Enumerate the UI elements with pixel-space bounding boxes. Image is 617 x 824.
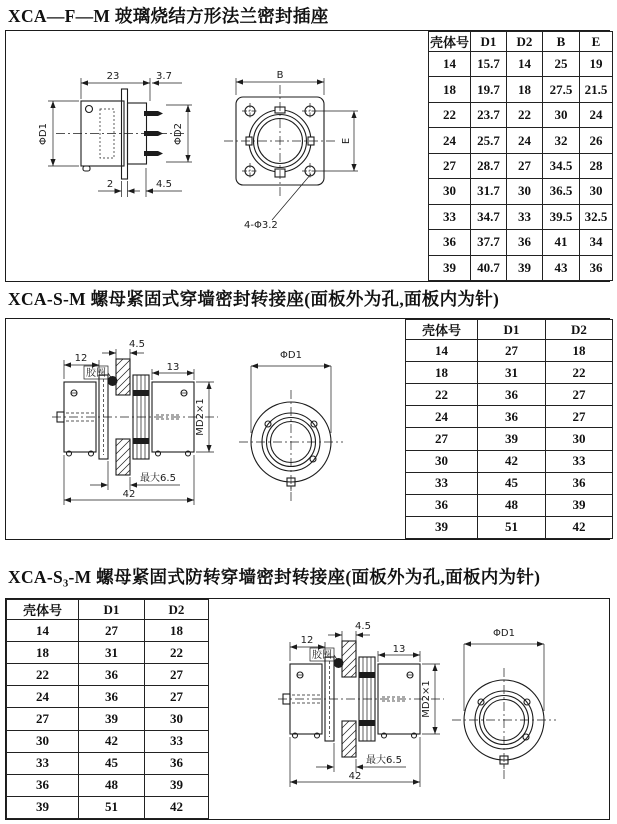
table-cell: 22 xyxy=(145,642,209,664)
table-cell: 18 xyxy=(507,77,543,102)
column-header: D1 xyxy=(471,32,507,52)
thread-dimension-label: MD2×1 xyxy=(421,680,432,718)
table-cell: 51 xyxy=(79,796,145,818)
table-cell: 28 xyxy=(580,153,613,178)
table-cell: 36 xyxy=(507,230,543,255)
dimension-label: ΦD2 xyxy=(173,123,184,145)
column-header: B xyxy=(543,32,580,52)
table-cell: 27 xyxy=(145,664,209,686)
dimension-label: ΦD1 xyxy=(493,628,515,639)
table-cell: 23.7 xyxy=(471,102,507,127)
table-cell: 39 xyxy=(429,255,471,281)
table-cell: 48 xyxy=(79,774,145,796)
front-view-drawing xyxy=(239,345,409,520)
table-row xyxy=(406,428,613,450)
table-row xyxy=(429,204,613,229)
table-cell: 28.7 xyxy=(471,153,507,178)
dimension-label: ΦD1 xyxy=(280,350,302,361)
table-cell: 31.7 xyxy=(471,179,507,204)
gasket-label: 胶圈 xyxy=(86,368,106,379)
column-header: 壳体号 xyxy=(406,320,478,340)
table-cell: 39 xyxy=(7,796,79,818)
table-row xyxy=(429,255,613,281)
table-cell: 30 xyxy=(7,730,79,752)
table-row xyxy=(406,384,613,406)
table-row xyxy=(7,752,209,774)
table-cell: 26 xyxy=(580,128,613,153)
table-cell: 22 xyxy=(546,362,613,384)
table-row xyxy=(7,620,209,642)
table-cell: 19 xyxy=(580,52,613,77)
table-cell: 30 xyxy=(507,179,543,204)
table-row xyxy=(406,516,613,538)
gasket-label: 胶圈 xyxy=(312,650,332,661)
column-header: D1 xyxy=(79,600,145,620)
dimension-label: 12 xyxy=(300,635,314,646)
section-panel-xca-s3-m xyxy=(5,598,610,820)
column-header: 壳体号 xyxy=(429,32,471,52)
column-header: D2 xyxy=(546,320,613,340)
table-cell: 39 xyxy=(546,494,613,516)
table-cell: 42 xyxy=(79,730,145,752)
table-cell: 27 xyxy=(406,428,478,450)
table-cell: 24 xyxy=(580,102,613,127)
dimension-label: 42 xyxy=(122,489,136,500)
section-title-xca-s-m: XCA-S-M 螺母紧固式穿墙密封转接座(面板外为孔,面板内为针) xyxy=(8,289,500,309)
table-cell: 25.7 xyxy=(471,128,507,153)
table-cell: 36 xyxy=(79,664,145,686)
dimension-label: 4.5 xyxy=(156,179,172,190)
table-row xyxy=(429,153,613,178)
table-cell: 27 xyxy=(7,708,79,730)
dimension-label: 23 xyxy=(106,71,120,82)
dimension-label: 13 xyxy=(392,644,406,655)
table-row xyxy=(7,708,209,730)
table-cell: 36 xyxy=(406,494,478,516)
table-cell: 14 xyxy=(429,52,471,77)
front-view-drawing xyxy=(452,623,617,798)
table-cell: 15.7 xyxy=(471,52,507,77)
column-header: D2 xyxy=(507,32,543,52)
table-cell: 27 xyxy=(478,340,546,362)
dimension-label: B xyxy=(276,70,284,81)
table-cell: 31 xyxy=(478,362,546,384)
table-cell: 39 xyxy=(145,774,209,796)
table-row xyxy=(406,340,613,362)
dimensions-table-wrap xyxy=(6,599,208,819)
table-cell: 30 xyxy=(543,102,580,127)
table-cell: 36 xyxy=(546,472,613,494)
table-cell: 34.7 xyxy=(471,204,507,229)
table-row xyxy=(406,362,613,384)
dimension-label: 2 xyxy=(106,179,114,190)
table-row xyxy=(429,179,613,204)
table-cell: 42 xyxy=(546,516,613,538)
table-cell: 36 xyxy=(429,230,471,255)
table-cell: 30 xyxy=(580,179,613,204)
dimensions-table-wrap xyxy=(428,31,612,281)
table-header-row xyxy=(7,600,209,620)
table-cell: 34 xyxy=(580,230,613,255)
table-cell: 48 xyxy=(478,494,546,516)
table-cell: 30 xyxy=(406,450,478,472)
thread-dimension-label: MD2×1 xyxy=(195,398,206,436)
table-cell: 27 xyxy=(507,153,543,178)
table-row xyxy=(7,664,209,686)
table-cell: 45 xyxy=(79,752,145,774)
table-row xyxy=(406,406,613,428)
table-cell: 45 xyxy=(478,472,546,494)
table-cell: 22 xyxy=(507,102,543,127)
table-header-row xyxy=(429,32,613,52)
table-cell: 33 xyxy=(145,730,209,752)
table-cell: 30 xyxy=(546,428,613,450)
column-header: D2 xyxy=(145,600,209,620)
table-cell: 33 xyxy=(406,472,478,494)
table-cell: 27 xyxy=(145,686,209,708)
table-row xyxy=(429,102,613,127)
table-cell: 36 xyxy=(145,752,209,774)
table-cell: 33 xyxy=(7,752,79,774)
dimensions-table xyxy=(428,31,613,281)
table-row xyxy=(429,128,613,153)
table-cell: 24 xyxy=(406,406,478,428)
table-row xyxy=(429,230,613,255)
table-row xyxy=(429,77,613,102)
table-cell: 42 xyxy=(145,796,209,818)
mounting-holes-note: 4-Φ3.2 xyxy=(244,220,278,231)
table-cell: 22 xyxy=(406,384,478,406)
table-cell: 18 xyxy=(7,642,79,664)
table-cell: 36 xyxy=(7,774,79,796)
max-thickness-label: 最大6.5 xyxy=(366,755,402,766)
table-cell: 39.5 xyxy=(543,204,580,229)
side-view-drawing xyxy=(6,31,206,211)
table-cell: 18 xyxy=(145,620,209,642)
dimension-label: 4.5 xyxy=(355,621,371,632)
dimension-label: 4.5 xyxy=(129,339,145,350)
table-cell: 40.7 xyxy=(471,255,507,281)
table-cell: 43 xyxy=(543,255,580,281)
section-title-xca-s3-m: XCA-S₃-M 螺母紧固式防转穿墙密封转接座(面板外为孔,面板内为针) xyxy=(8,567,541,587)
table-cell: 27.5 xyxy=(543,77,580,102)
table-cell: 39 xyxy=(406,516,478,538)
dimension-label: 13 xyxy=(166,362,180,373)
table-row xyxy=(7,642,209,664)
table-cell: 24 xyxy=(429,128,471,153)
table-cell: 42 xyxy=(478,450,546,472)
dimension-label: ΦD1 xyxy=(38,123,49,145)
max-thickness-label: 最大6.5 xyxy=(140,473,176,484)
table-header-row xyxy=(406,320,613,340)
table-cell: 33 xyxy=(507,204,543,229)
table-cell: 36.5 xyxy=(543,179,580,204)
table-cell: 51 xyxy=(478,516,546,538)
dimension-label: 12 xyxy=(74,353,88,364)
table-row xyxy=(7,730,209,752)
table-cell: 41 xyxy=(543,230,580,255)
table-cell: 32 xyxy=(543,128,580,153)
table-cell: 21.5 xyxy=(580,77,613,102)
table-cell: 30 xyxy=(145,708,209,730)
table-cell: 33 xyxy=(546,450,613,472)
column-header: D1 xyxy=(478,320,546,340)
table-cell: 39 xyxy=(79,708,145,730)
dimensions-table xyxy=(6,599,209,819)
table-cell: 18 xyxy=(546,340,613,362)
table-cell: 36 xyxy=(79,686,145,708)
table-row xyxy=(406,494,613,516)
dimension-label: E xyxy=(341,137,352,145)
table-cell: 18 xyxy=(406,362,478,384)
table-cell: 27 xyxy=(546,406,613,428)
table-cell: 14 xyxy=(7,620,79,642)
table-cell: 34.5 xyxy=(543,153,580,178)
section-title-xca-f-m: XCA—F—M 玻璃烧结方形法兰密封插座 xyxy=(8,6,329,26)
table-cell: 36 xyxy=(478,406,546,428)
table-cell: 14 xyxy=(406,340,478,362)
section-panel-xca-f-m xyxy=(5,30,610,282)
table-cell: 37.7 xyxy=(471,230,507,255)
table-cell: 39 xyxy=(507,255,543,281)
table-cell: 24 xyxy=(507,128,543,153)
section-panel-xca-s-m xyxy=(5,318,610,540)
dimensions-table xyxy=(405,319,613,539)
table-row xyxy=(7,686,209,708)
table-cell: 31 xyxy=(79,642,145,664)
table-cell: 22 xyxy=(429,102,471,127)
table-cell: 32.5 xyxy=(580,204,613,229)
column-header: 壳体号 xyxy=(7,600,79,620)
table-cell: 33 xyxy=(429,204,471,229)
table-cell: 36 xyxy=(580,255,613,281)
table-cell: 39 xyxy=(478,428,546,450)
table-cell: 27 xyxy=(546,384,613,406)
table-row xyxy=(406,450,613,472)
table-cell: 19.7 xyxy=(471,77,507,102)
table-cell: 24 xyxy=(7,686,79,708)
table-cell: 14 xyxy=(507,52,543,77)
table-cell: 36 xyxy=(478,384,546,406)
dimension-label: 3.7 xyxy=(156,71,172,82)
dimensions-table-wrap xyxy=(405,319,612,539)
table-cell: 25 xyxy=(543,52,580,77)
table-row xyxy=(429,52,613,77)
side-view-drawing xyxy=(46,333,261,511)
table-cell: 27 xyxy=(79,620,145,642)
table-cell: 18 xyxy=(429,77,471,102)
table-row xyxy=(7,774,209,796)
column-header: E xyxy=(580,32,613,52)
table-cell: 30 xyxy=(429,179,471,204)
table-cell: 27 xyxy=(429,153,471,178)
table-cell: 22 xyxy=(7,664,79,686)
front-view-drawing xyxy=(216,53,416,238)
dimension-label: 42 xyxy=(348,771,362,782)
table-row xyxy=(406,472,613,494)
table-row xyxy=(7,796,209,818)
